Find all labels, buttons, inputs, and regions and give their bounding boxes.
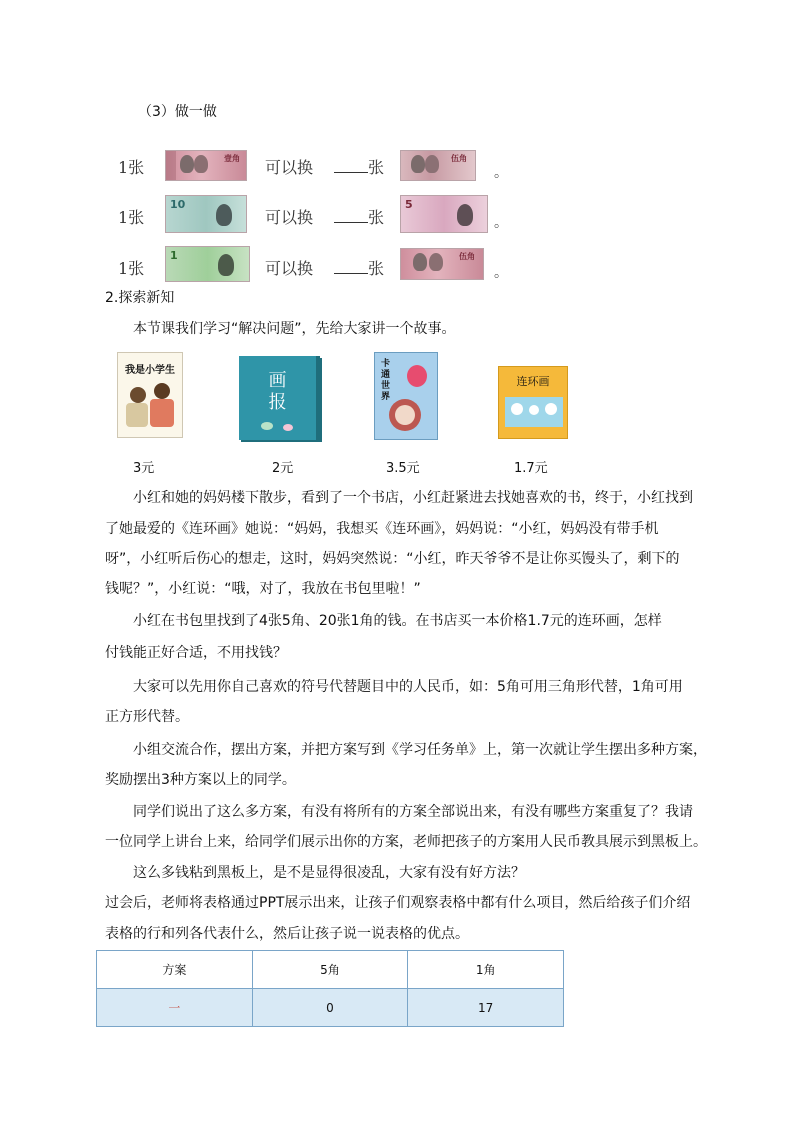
- book-price: 2元: [272, 461, 294, 476]
- table-cell: 0: [252, 989, 408, 1027]
- row-suffix: 张: [368, 208, 385, 227]
- paragraph-line: 正方形代替。: [105, 709, 189, 725]
- book-title: 卡通世界: [381, 359, 391, 402]
- row-prefix: 1张: [118, 158, 145, 177]
- paragraph-line: 同学们说出了这么多方案，有没有将所有的方案全部说出来，有没有哪些方案重复了？我请: [133, 804, 693, 820]
- book-title: 画: [268, 370, 287, 391]
- paragraph-line: 付钱能正好合适，不用找钱？: [105, 645, 287, 661]
- table-row: [97, 989, 564, 1027]
- paragraph-line: 表格的行和列各代表什么，然后让孩子说一说表格的优点。: [105, 926, 469, 942]
- book-title: 我是小学生: [125, 365, 175, 376]
- row-end: 。: [494, 165, 508, 181]
- table-cell: 一: [97, 989, 253, 1027]
- row-prefix: 1张: [118, 259, 145, 278]
- plan-table: [96, 950, 564, 1027]
- paragraph-line: 了她最爱的《连环画》她说：“妈妈，我想买《连环画》，妈妈说：“小红，妈妈没有带手机: [105, 521, 659, 537]
- banknote-image: 5: [400, 195, 488, 233]
- table-header-row: [97, 951, 564, 989]
- banknote-image: 10: [165, 195, 247, 233]
- paragraph-line: 这么多钱粘到黑板上，是不是显得很凌乱，大家有没有好方法？: [133, 865, 525, 881]
- paragraph-line: 小红在书包里找到了4张5角、20张1角的钱。在书店买一本价格1.7元的连环画，怎样: [133, 613, 662, 629]
- paragraph-line: 过会后，老师将表格通过PPT展示出来，让孩子们观察表格中都有什么项目，然后给孩子们介绍: [105, 895, 691, 911]
- banknote-image: 伍角: [400, 248, 484, 280]
- paragraph-line: 钱呢？”，小红说：“哦，对了，我放在书包里啦！”: [105, 581, 421, 597]
- row-prefix: 1张: [118, 208, 145, 227]
- banknote-image: 壹角: [165, 150, 247, 181]
- banknote-image: 1: [165, 246, 250, 282]
- row-end: 。: [494, 265, 508, 281]
- row-suffix: 张: [368, 259, 385, 278]
- section-title: 2.探索新知: [105, 290, 175, 306]
- paragraph-line: 小组交流合作，摆出方案，并把方案写到《学习任务单》上，第一次就让学生摆出多种方案，: [133, 742, 707, 758]
- answer-blank[interactable]: [334, 208, 368, 223]
- book-cover: [498, 366, 568, 439]
- answer-blank[interactable]: [334, 259, 368, 274]
- balloon-image: [407, 365, 427, 387]
- row-middle: 可以换: [265, 158, 314, 177]
- table-cell: 17: [408, 989, 564, 1027]
- book-price: 1.7元: [514, 461, 548, 476]
- row-end: 。: [494, 215, 508, 231]
- banknote-image: 伍角: [400, 150, 476, 181]
- row-middle: 可以换: [265, 208, 314, 227]
- exercise-subheading: （3）做一做: [138, 104, 217, 120]
- table-header: 5角: [252, 951, 408, 989]
- row-suffix: 张: [368, 158, 385, 177]
- paragraph-line: 呀”，小红听后伤心的想走，这时，妈妈突然说：“小红，昨天爷爷不是让你买馒头了，剩下的: [105, 551, 680, 567]
- paragraph-line: 一位同学上讲台上来，给同学们展示出你的方案，老师把孩子的方案用人民币教具展示到黑板上。: [105, 834, 707, 850]
- intro-text: 本节课我们学习“解决问题”，先给大家讲一个故事。: [133, 321, 456, 337]
- book-cover: [239, 356, 320, 440]
- paragraph-line: 奖励摆出3种方案以上的同学。: [105, 772, 296, 788]
- book-cover: [374, 352, 438, 440]
- answer-blank[interactable]: [334, 158, 368, 173]
- book-price: 3元: [133, 461, 155, 476]
- paragraph-line: 小红和她的妈妈楼下散步，看到了一个书店，小红赶紧进去找她喜欢的书，终于，小红找到: [133, 490, 693, 506]
- book-title: 连环画: [516, 375, 550, 388]
- book-title-2: 报: [268, 392, 287, 413]
- book-price: 3.5元: [386, 461, 420, 476]
- table-header: 1角: [408, 951, 564, 989]
- row-middle: 可以换: [265, 259, 314, 278]
- paragraph-line: 大家可以先用你自己喜欢的符号代替题目中的人民币，如：5角可用三角形代替，1角可用: [133, 679, 683, 695]
- book-cover: [117, 352, 183, 438]
- table-header: 方案: [97, 951, 253, 989]
